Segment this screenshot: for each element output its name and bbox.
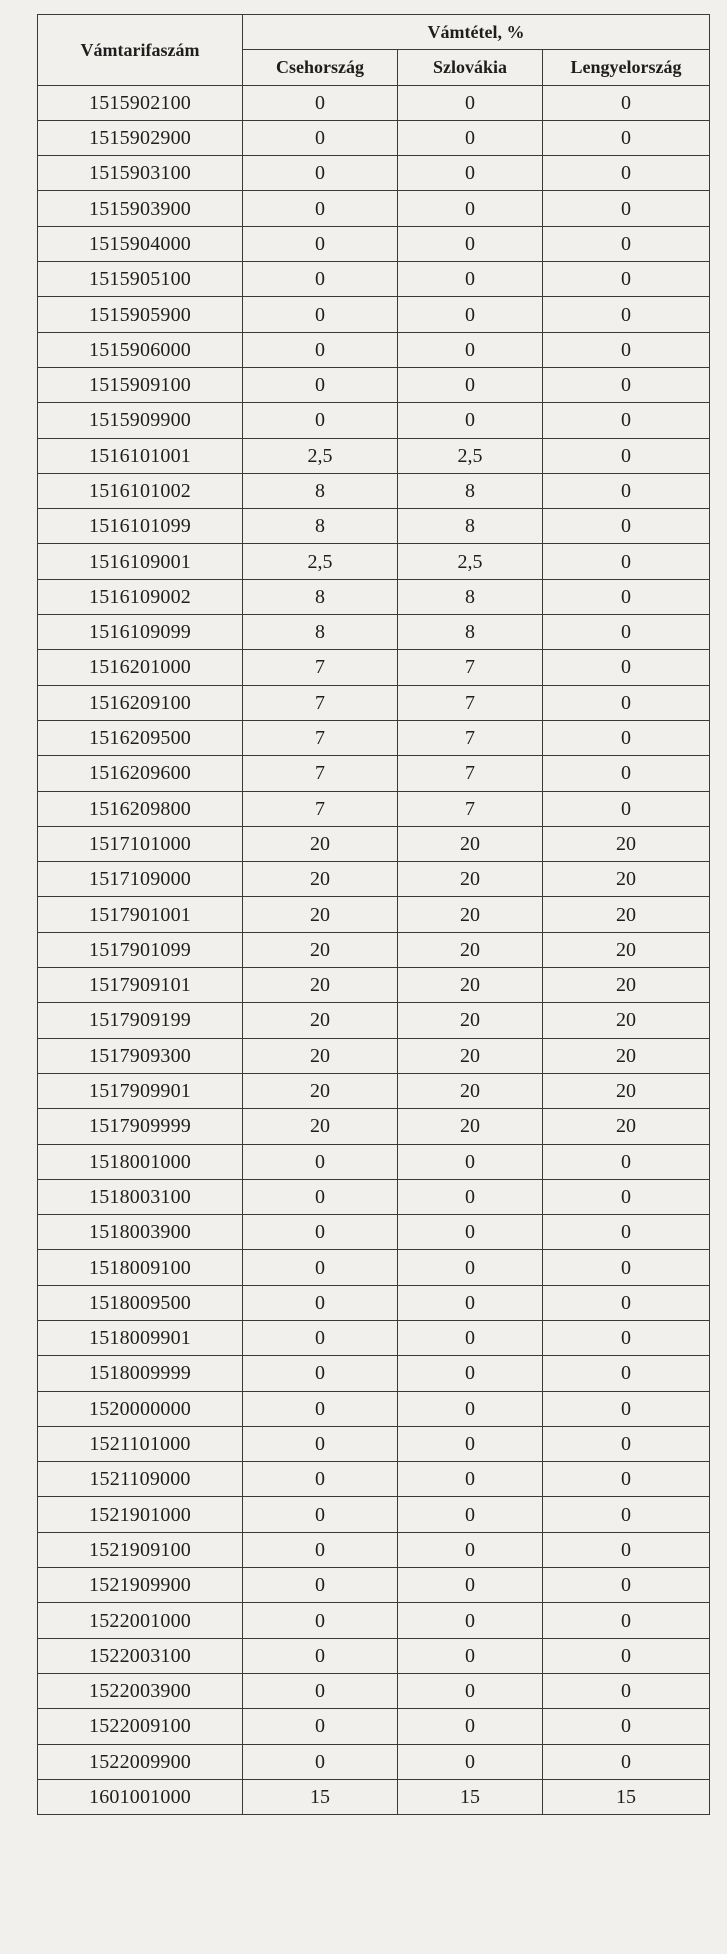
rate-cell: 0 (243, 1426, 398, 1461)
tariff-code-cell: 1517909999 (38, 1109, 243, 1144)
rate-cell: 0 (398, 1673, 543, 1708)
header-country: Lengyelország (543, 50, 710, 85)
rate-cell: 0 (398, 156, 543, 191)
table-row (38, 791, 710, 826)
rate-cell: 0 (543, 403, 710, 438)
table-row (38, 1250, 710, 1285)
rate-cell: 0 (243, 1638, 398, 1673)
rate-cell: 0 (243, 332, 398, 367)
rate-cell: 0 (398, 85, 543, 120)
rate-cell: 0 (543, 544, 710, 579)
rate-cell: 0 (543, 473, 710, 508)
rate-cell: 8 (398, 509, 543, 544)
tariff-code-cell: 1516201000 (38, 650, 243, 685)
table-row (38, 826, 710, 861)
table-row (38, 473, 710, 508)
rate-cell: 0 (398, 297, 543, 332)
rate-cell: 0 (543, 367, 710, 402)
rate-cell: 0 (543, 120, 710, 155)
rate-cell: 7 (243, 650, 398, 685)
rate-cell: 0 (543, 720, 710, 755)
rate-cell: 7 (398, 650, 543, 685)
table-row (38, 1638, 710, 1673)
rate-cell: 20 (243, 1109, 398, 1144)
rate-cell: 0 (398, 1709, 543, 1744)
rate-cell: 0 (543, 1285, 710, 1320)
tariff-code-cell: 1522009900 (38, 1744, 243, 1779)
rate-cell: 0 (543, 1356, 710, 1391)
rate-cell: 20 (398, 1073, 543, 1108)
tariff-code-cell: 1518009100 (38, 1250, 243, 1285)
table-row (38, 226, 710, 261)
rate-cell: 0 (398, 1250, 543, 1285)
rate-cell: 20 (398, 897, 543, 932)
table-row (38, 367, 710, 402)
rate-cell: 20 (243, 968, 398, 1003)
rate-cell: 0 (543, 1709, 710, 1744)
table-row (38, 85, 710, 120)
table-row (38, 191, 710, 226)
rate-cell: 8 (243, 509, 398, 544)
tariff-code-cell: 1518009500 (38, 1285, 243, 1320)
rate-cell: 0 (243, 1144, 398, 1179)
table-row (38, 1426, 710, 1461)
tariff-code-cell: 1522001000 (38, 1603, 243, 1638)
rate-cell: 0 (543, 685, 710, 720)
tariff-code-cell: 1516209600 (38, 756, 243, 791)
rate-cell: 15 (543, 1779, 710, 1814)
rate-cell: 20 (543, 1109, 710, 1144)
tariff-code-cell: 1516109099 (38, 615, 243, 650)
table-row (38, 1779, 710, 1814)
rate-cell: 0 (398, 1532, 543, 1567)
table-row (38, 1673, 710, 1708)
tariff-code-cell: 1515904000 (38, 226, 243, 261)
rate-cell: 7 (398, 685, 543, 720)
rate-cell: 0 (543, 615, 710, 650)
table-row (38, 1073, 710, 1108)
rate-cell: 7 (398, 720, 543, 755)
rate-cell: 0 (243, 191, 398, 226)
tariff-code-cell: 1517901001 (38, 897, 243, 932)
rate-cell: 0 (398, 1462, 543, 1497)
rate-cell: 0 (398, 367, 543, 402)
rate-cell: 8 (243, 615, 398, 650)
rate-cell: 0 (543, 1144, 710, 1179)
rate-cell: 8 (398, 579, 543, 614)
rate-cell: 0 (243, 1250, 398, 1285)
tariff-code-cell: 1517909101 (38, 968, 243, 1003)
rate-cell: 20 (543, 932, 710, 967)
tariff-code-cell: 1522009100 (38, 1709, 243, 1744)
rate-cell: 0 (243, 1285, 398, 1320)
rate-cell: 0 (398, 1179, 543, 1214)
rate-cell: 0 (243, 1391, 398, 1426)
rate-cell: 0 (543, 1568, 710, 1603)
rate-cell: 20 (398, 826, 543, 861)
table-row (38, 1003, 710, 1038)
table-row (38, 1038, 710, 1073)
rate-cell: 0 (243, 156, 398, 191)
tariff-code-cell: 1521109000 (38, 1462, 243, 1497)
rate-cell: 0 (543, 1532, 710, 1567)
rate-cell: 0 (398, 332, 543, 367)
table-body (38, 85, 710, 1815)
rate-cell: 0 (243, 1497, 398, 1532)
table-row (38, 1215, 710, 1250)
rate-cell: 20 (398, 1109, 543, 1144)
rate-cell: 0 (543, 1673, 710, 1708)
rate-cell: 20 (243, 897, 398, 932)
table-row (38, 1744, 710, 1779)
rate-cell: 0 (398, 1568, 543, 1603)
tariff-code-cell: 1520000000 (38, 1391, 243, 1426)
table-row (38, 120, 710, 155)
table-row (38, 262, 710, 297)
rate-cell: 7 (243, 720, 398, 755)
table-row (38, 1532, 710, 1567)
rate-cell: 0 (398, 226, 543, 261)
rate-cell: 7 (398, 756, 543, 791)
tariff-code-cell: 1515905100 (38, 262, 243, 297)
rate-cell: 0 (243, 226, 398, 261)
tariff-code-cell: 1515902100 (38, 85, 243, 120)
rate-cell: 0 (243, 1320, 398, 1355)
rate-cell: 20 (398, 862, 543, 897)
rate-cell: 0 (398, 403, 543, 438)
table-row (38, 1109, 710, 1144)
rate-cell: 8 (398, 615, 543, 650)
rate-cell: 2,5 (398, 438, 543, 473)
rate-cell: 7 (243, 791, 398, 826)
tariff-code-cell: 1517909901 (38, 1073, 243, 1108)
rate-cell: 0 (243, 120, 398, 155)
tariff-code-cell: 1515905900 (38, 297, 243, 332)
rate-cell: 20 (543, 968, 710, 1003)
rate-cell: 0 (543, 509, 710, 544)
rate-cell: 0 (243, 1709, 398, 1744)
rate-cell: 20 (398, 1038, 543, 1073)
rate-cell: 0 (543, 156, 710, 191)
rate-cell: 20 (543, 1038, 710, 1073)
table-row (38, 1391, 710, 1426)
rate-cell: 20 (543, 897, 710, 932)
rate-cell: 0 (243, 403, 398, 438)
tariff-code-cell: 1515909900 (38, 403, 243, 438)
rate-cell: 7 (243, 756, 398, 791)
rate-cell: 0 (543, 438, 710, 473)
table-row (38, 720, 710, 755)
header-country: Szlovákia (398, 50, 543, 85)
rate-cell: 0 (543, 1744, 710, 1779)
rate-cell: 0 (543, 791, 710, 826)
table-row (38, 685, 710, 720)
table-row (38, 1356, 710, 1391)
table-row (38, 756, 710, 791)
table-row (38, 1320, 710, 1355)
rate-cell: 20 (243, 1003, 398, 1038)
table-header (38, 15, 710, 86)
rate-cell: 2,5 (243, 438, 398, 473)
table-row (38, 1462, 710, 1497)
rate-cell: 0 (543, 1179, 710, 1214)
rate-cell: 20 (398, 1003, 543, 1038)
rate-cell: 0 (243, 85, 398, 120)
rate-cell: 20 (243, 826, 398, 861)
rate-cell: 0 (398, 1356, 543, 1391)
tariff-code-cell: 1521901000 (38, 1497, 243, 1532)
tariff-code-cell: 1515909100 (38, 367, 243, 402)
tariff-code-cell: 1518003900 (38, 1215, 243, 1250)
table-row (38, 615, 710, 650)
rate-cell: 0 (543, 226, 710, 261)
tariff-code-cell: 1516209800 (38, 791, 243, 826)
rate-cell: 20 (543, 1073, 710, 1108)
rate-cell: 0 (398, 1391, 543, 1426)
rate-cell: 7 (398, 791, 543, 826)
tariff-code-cell: 1517101000 (38, 826, 243, 861)
rate-cell: 0 (243, 297, 398, 332)
rate-cell: 0 (543, 579, 710, 614)
rate-cell: 0 (543, 1320, 710, 1355)
rate-cell: 0 (243, 1568, 398, 1603)
tariff-code-cell: 1517901099 (38, 932, 243, 967)
rate-cell: 0 (398, 1285, 543, 1320)
table-row (38, 297, 710, 332)
rate-cell: 20 (543, 826, 710, 861)
tariff-table (37, 14, 710, 1815)
rate-cell: 20 (243, 1073, 398, 1108)
rate-cell: 0 (543, 756, 710, 791)
rate-cell: 0 (543, 297, 710, 332)
tariff-code-cell: 1515906000 (38, 332, 243, 367)
rate-cell: 0 (243, 1673, 398, 1708)
tariff-code-cell: 1521101000 (38, 1426, 243, 1461)
table-row (38, 1709, 710, 1744)
rate-cell: 8 (243, 473, 398, 508)
tariff-code-cell: 1515903900 (38, 191, 243, 226)
table-row (38, 650, 710, 685)
table-row (38, 579, 710, 614)
tariff-code-cell: 1518001000 (38, 1144, 243, 1179)
rate-cell: 0 (543, 191, 710, 226)
rate-cell: 0 (543, 1426, 710, 1461)
tariff-code-cell: 1517909300 (38, 1038, 243, 1073)
tariff-code-cell: 1522003900 (38, 1673, 243, 1708)
rate-cell: 15 (243, 1779, 398, 1814)
rate-cell: 15 (398, 1779, 543, 1814)
rate-cell: 0 (543, 332, 710, 367)
rate-cell: 2,5 (398, 544, 543, 579)
rate-cell: 0 (243, 1215, 398, 1250)
rate-cell: 0 (543, 650, 710, 685)
rate-cell: 0 (543, 262, 710, 297)
rate-cell: 20 (243, 862, 398, 897)
table-row (38, 1497, 710, 1532)
rate-cell: 0 (543, 1638, 710, 1673)
rate-cell: 0 (543, 1391, 710, 1426)
rate-cell: 0 (243, 1744, 398, 1779)
tariff-code-cell: 1516101002 (38, 473, 243, 508)
tariff-code-cell: 1522003100 (38, 1638, 243, 1673)
rate-cell: 20 (243, 1038, 398, 1073)
table-row (38, 968, 710, 1003)
tariff-code-cell: 1517109000 (38, 862, 243, 897)
tariff-code-cell: 1518009901 (38, 1320, 243, 1355)
rate-cell: 20 (543, 1003, 710, 1038)
table-row (38, 932, 710, 967)
rate-cell: 0 (398, 1744, 543, 1779)
rate-cell: 0 (398, 1603, 543, 1638)
header-country: Csehország (243, 50, 398, 85)
rate-cell: 0 (398, 262, 543, 297)
rate-cell: 8 (398, 473, 543, 508)
tariff-code-cell: 1521909100 (38, 1532, 243, 1567)
tariff-code-cell: 1518003100 (38, 1179, 243, 1214)
rate-cell: 2,5 (243, 544, 398, 579)
rate-cell: 0 (398, 1144, 543, 1179)
rate-cell: 0 (543, 1497, 710, 1532)
tariff-code-cell: 1516101001 (38, 438, 243, 473)
rate-cell: 7 (243, 685, 398, 720)
tariff-code-cell: 1516109002 (38, 579, 243, 614)
rate-cell: 0 (543, 1250, 710, 1285)
table-row (38, 1179, 710, 1214)
rate-cell: 0 (243, 1462, 398, 1497)
table-row (38, 1603, 710, 1638)
tariff-code-cell: 1516209100 (38, 685, 243, 720)
table-row (38, 862, 710, 897)
rate-cell: 20 (243, 932, 398, 967)
rate-cell: 0 (543, 1215, 710, 1250)
table-row (38, 1285, 710, 1320)
rate-cell: 0 (243, 1603, 398, 1638)
tariff-code-cell: 1515902900 (38, 120, 243, 155)
table-row (38, 403, 710, 438)
table-row (38, 1568, 710, 1603)
rate-cell: 0 (543, 85, 710, 120)
rate-cell: 20 (398, 932, 543, 967)
rate-cell: 0 (243, 367, 398, 402)
rate-cell: 0 (543, 1603, 710, 1638)
rate-cell: 0 (398, 1426, 543, 1461)
tariff-code-cell: 1516209500 (38, 720, 243, 755)
rate-cell: 0 (243, 262, 398, 297)
tariff-code-cell: 1515903100 (38, 156, 243, 191)
header-duty-rate: Vámtétel, % (243, 15, 710, 50)
table-row (38, 438, 710, 473)
tariff-code-cell: 1516101099 (38, 509, 243, 544)
tariff-code-cell: 1517909199 (38, 1003, 243, 1038)
rate-cell: 0 (398, 1497, 543, 1532)
tariff-code-cell: 1518009999 (38, 1356, 243, 1391)
rate-cell: 0 (243, 1179, 398, 1214)
header-tariff-code: Vámtarifaszám (38, 15, 243, 86)
tariff-code-cell: 1516109001 (38, 544, 243, 579)
table-row (38, 156, 710, 191)
rate-cell: 0 (398, 1638, 543, 1673)
rate-cell: 0 (543, 1462, 710, 1497)
rate-cell: 0 (398, 191, 543, 226)
rate-cell: 0 (398, 120, 543, 155)
table-row (38, 509, 710, 544)
table-row (38, 544, 710, 579)
table-row (38, 897, 710, 932)
table-row (38, 332, 710, 367)
rate-cell: 20 (398, 968, 543, 1003)
rate-cell: 8 (243, 579, 398, 614)
tariff-code-cell: 1521909900 (38, 1568, 243, 1603)
rate-cell: 0 (398, 1320, 543, 1355)
table-row (38, 1144, 710, 1179)
tariff-code-cell: 1601001000 (38, 1779, 243, 1814)
rate-cell: 0 (243, 1532, 398, 1567)
rate-cell: 0 (243, 1356, 398, 1391)
rate-cell: 0 (398, 1215, 543, 1250)
rate-cell: 20 (543, 862, 710, 897)
